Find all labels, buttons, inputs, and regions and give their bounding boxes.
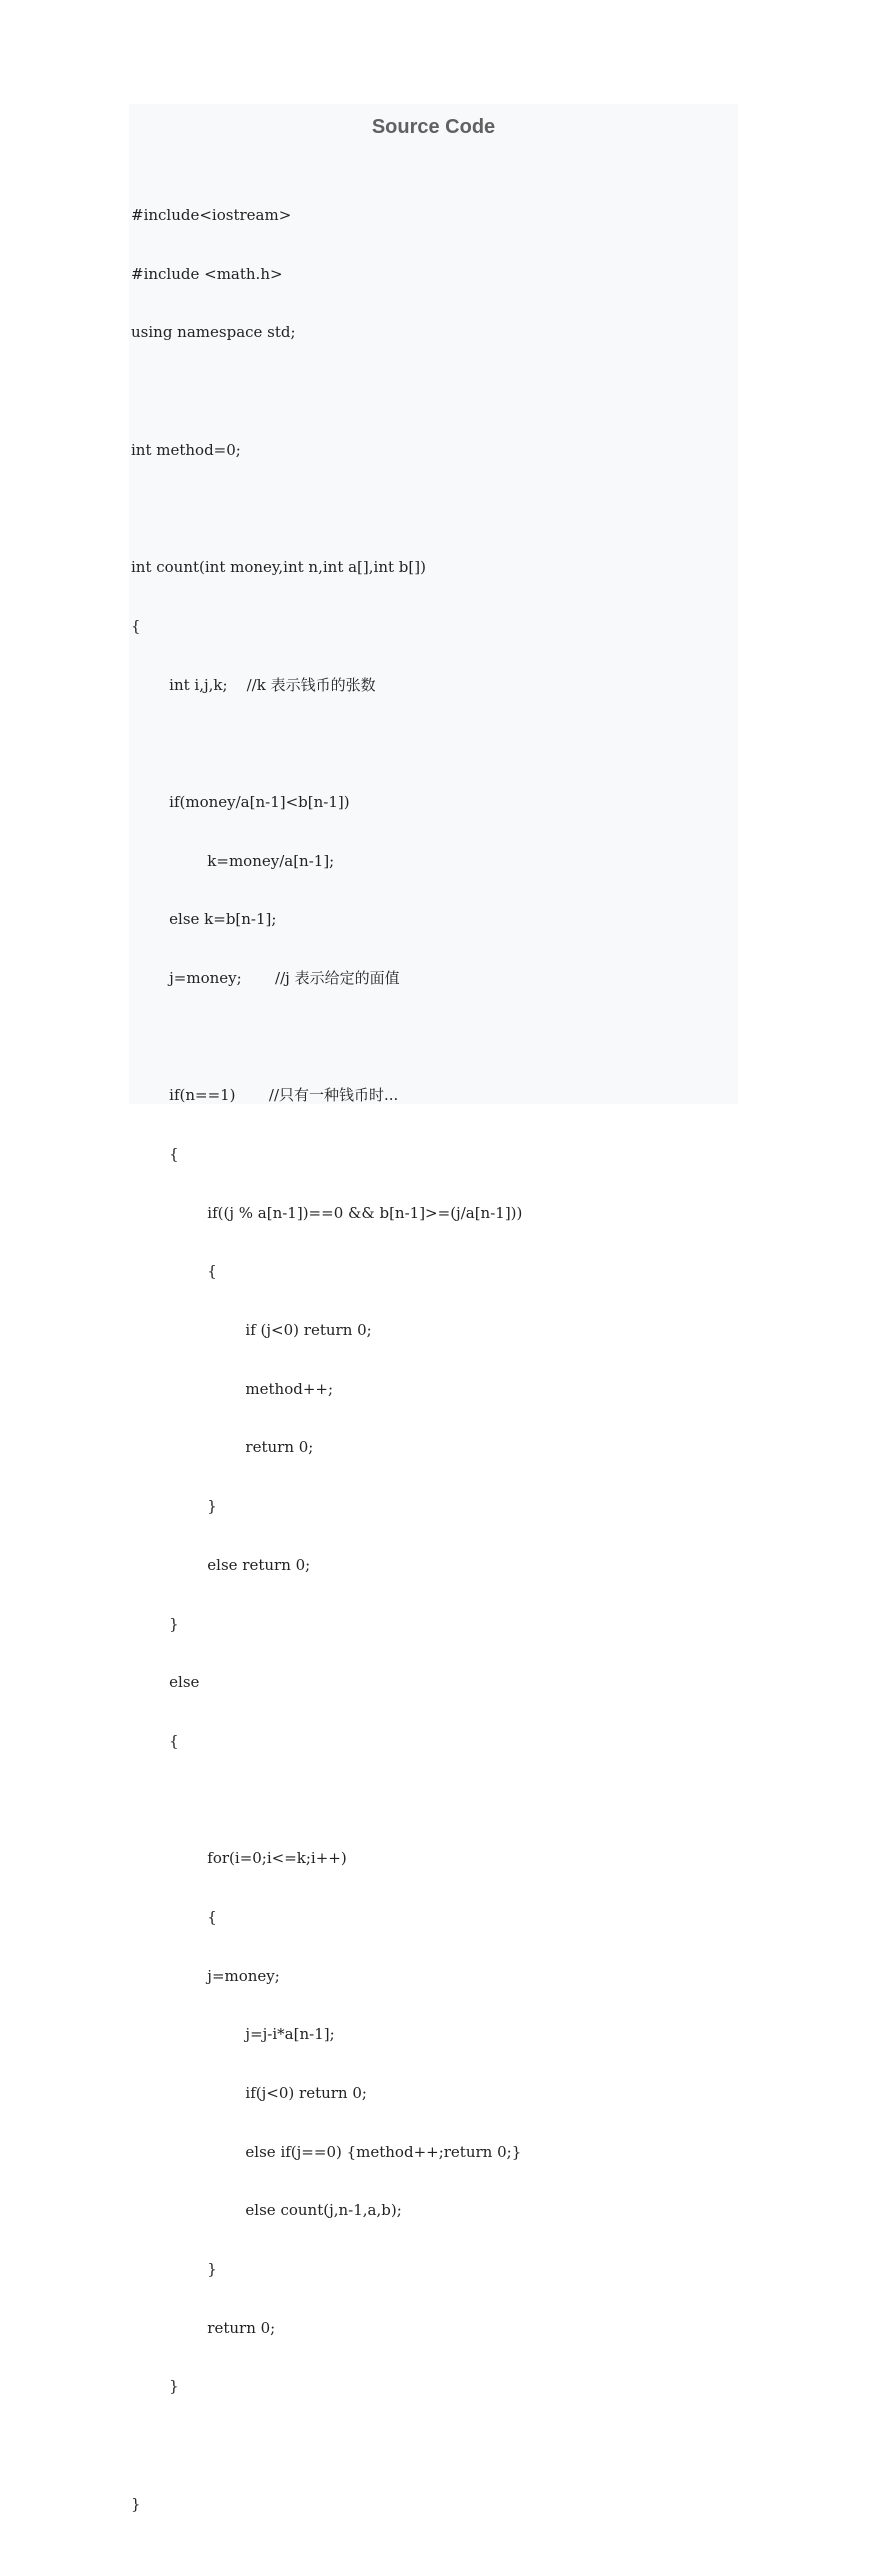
code-line: #include <math.h>: [131, 264, 283, 283]
code-line: k=money/a[n-1];: [131, 851, 335, 870]
code-line: else if(j==0) {method++;return 0;}: [131, 2142, 522, 2161]
code-line: [131, 1026, 522, 1049]
code-line: j=money;: [131, 1966, 280, 1985]
code-line: }: [131, 1614, 179, 1633]
code-line: else count(j,n-1,a,b);: [131, 2201, 402, 2220]
code-line: else: [131, 1673, 200, 1692]
code-line: int method=0;: [131, 440, 241, 459]
code-line: [131, 380, 522, 403]
code-line: if(j<0) return 0;: [131, 2084, 367, 2102]
code-line: if (j<0) return 0;: [131, 1321, 372, 1340]
code-line: j=money; //j 表示给定的面值: [131, 968, 400, 987]
code-line: int i,j,k; //k 表示钱币的张数: [131, 675, 376, 694]
code-line: if(money/a[n-1]<b[n-1]): [131, 792, 350, 811]
code-line: [131, 1789, 522, 1812]
section-title: Source Code: [371, 116, 496, 138]
code-line: }: [131, 2260, 217, 2279]
code-line: using namespace std;: [131, 323, 296, 342]
code-line: if((j % a[n-1])==0 && b[n-1]>=(j/a[n-1])): [131, 1203, 523, 1222]
code-line: {: [131, 1731, 179, 1750]
code-block: [131, 168, 522, 2552]
code-line: return 0;: [131, 1438, 314, 1457]
code-line: #include<iostream>: [131, 206, 292, 224]
code-line: [131, 732, 522, 755]
code-line: }: [131, 1497, 217, 1516]
code-line: int count(int money,int n,int a[],int b[]): [131, 558, 426, 577]
code-line: [131, 497, 522, 520]
code-line: j=j-i*a[n-1];: [131, 2025, 335, 2044]
code-line: {: [131, 1262, 217, 1281]
code-line: {: [131, 1907, 217, 1926]
code-line: if(n==1) //只有一种钱币时...: [131, 1086, 399, 1105]
code-line: else return 0;: [131, 1555, 311, 1574]
code-line: method++;: [131, 1379, 334, 1398]
code-line: }: [131, 2377, 179, 2396]
code-line: else k=b[n-1];: [131, 910, 277, 929]
code-line: [131, 2434, 522, 2457]
code-line: return 0;: [131, 2318, 276, 2337]
source-code-panel: [129, 104, 738, 2513]
code-line: for(i=0;i<=k;i++): [131, 1849, 347, 1868]
code-line: {: [131, 616, 141, 635]
code-line: }: [131, 2494, 141, 2513]
code-line: {: [131, 1145, 179, 1163]
